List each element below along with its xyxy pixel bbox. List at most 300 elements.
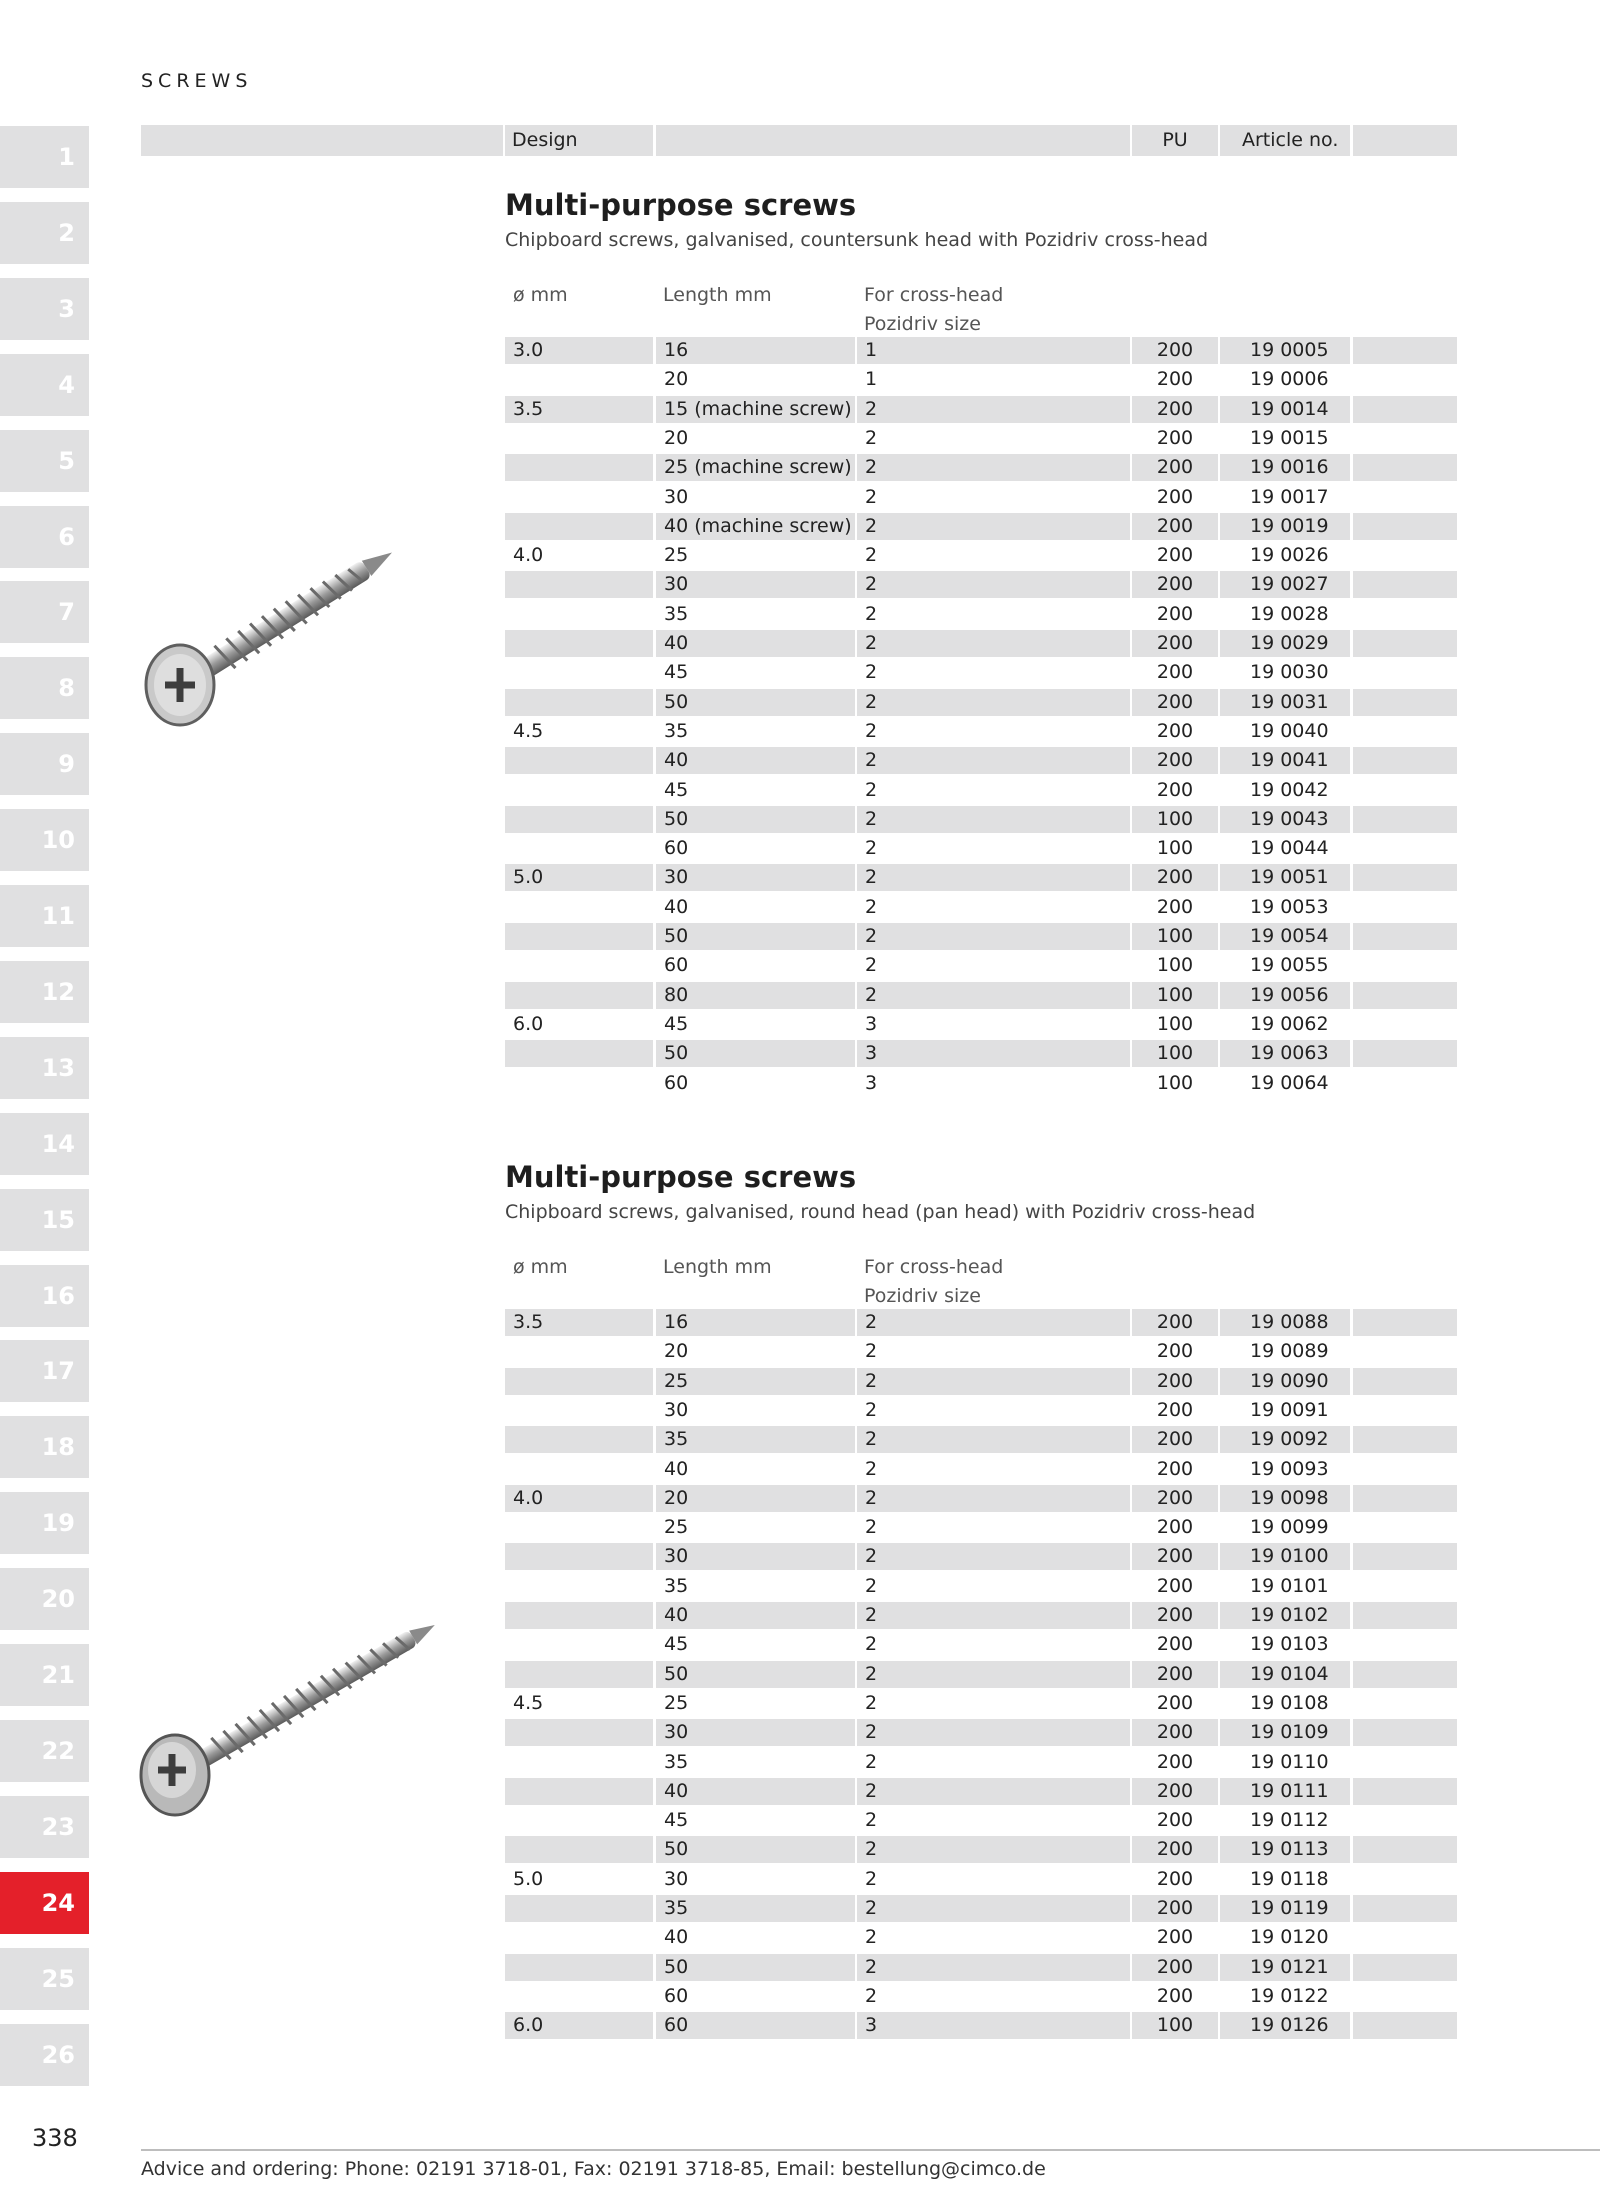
pu-cell: 200 bbox=[1156, 1516, 1194, 1539]
row-end-cell bbox=[1353, 425, 1457, 452]
length-cell: 50 bbox=[656, 689, 855, 716]
length-cell: 50 bbox=[656, 1836, 855, 1863]
crosshead-cell: 2 bbox=[857, 982, 1130, 1009]
chapter-tab-15[interactable]: 15 bbox=[0, 1189, 89, 1251]
pu-cell: 200 bbox=[1156, 1574, 1194, 1597]
diameter-cell bbox=[505, 1573, 653, 1600]
crosshead-cell: 2 bbox=[857, 864, 1130, 891]
length-cell: 40 bbox=[664, 1926, 689, 1949]
crosshead-cell: 2 bbox=[865, 602, 878, 625]
pu-cell: 200 bbox=[1132, 1954, 1218, 1981]
row-end-cell bbox=[1353, 1397, 1457, 1424]
diameter-cell bbox=[505, 1070, 653, 1097]
pu-cell: 200 bbox=[1156, 1926, 1194, 1949]
diameter-cell bbox=[505, 1778, 653, 1805]
row-end-cell bbox=[1353, 923, 1457, 950]
length-cell: 25 bbox=[656, 1368, 855, 1395]
crosshead-cell: 2 bbox=[857, 1485, 1130, 1512]
crosshead-cell: 1 bbox=[857, 337, 1130, 364]
length-cell: 40 bbox=[656, 630, 855, 657]
col-crosshead: For cross-head bbox=[864, 284, 1004, 306]
pu-cell: 200 bbox=[1132, 1426, 1218, 1453]
diameter-cell bbox=[505, 1602, 653, 1629]
pu-cell: 200 bbox=[1132, 1661, 1218, 1688]
row-end-cell bbox=[1353, 1661, 1457, 1688]
diameter-cell bbox=[505, 952, 653, 979]
length-cell: 20 bbox=[664, 368, 689, 391]
diameter-cell: 3.5 bbox=[505, 396, 653, 423]
chapter-tab-25[interactable]: 25 bbox=[0, 1948, 89, 2010]
row-end-cell bbox=[1353, 1719, 1457, 1746]
article-cell: 19 0005 bbox=[1220, 337, 1350, 364]
length-cell: 35 bbox=[656, 1895, 855, 1922]
length-cell: 50 bbox=[656, 1954, 855, 1981]
chapter-tab-19[interactable]: 19 bbox=[0, 1492, 89, 1554]
length-cell: 25 bbox=[664, 544, 689, 567]
row-end-cell bbox=[1353, 1485, 1457, 1512]
chapter-tab-16[interactable]: 16 bbox=[0, 1265, 89, 1327]
article-cell: 19 0126 bbox=[1220, 2012, 1350, 2039]
row-end-cell bbox=[1353, 1011, 1457, 1038]
col-pozidriv: Pozidriv size bbox=[864, 313, 981, 335]
row-end-cell bbox=[1353, 1456, 1457, 1483]
pu-cell: 200 bbox=[1156, 426, 1194, 449]
article-cell: 19 0062 bbox=[1250, 1012, 1329, 1035]
row-end-cell bbox=[1353, 2012, 1457, 2039]
diameter-cell bbox=[505, 982, 653, 1009]
chapter-tab-2[interactable]: 2 bbox=[0, 202, 89, 264]
crosshead-cell: 2 bbox=[865, 719, 878, 742]
row-end-cell bbox=[1353, 1983, 1457, 2010]
chapter-tab-6[interactable]: 6 bbox=[0, 506, 89, 568]
pu-cell: 100 bbox=[1156, 1012, 1194, 1035]
row-end-cell bbox=[1353, 1602, 1457, 1629]
article-cell: 19 0093 bbox=[1250, 1457, 1329, 1480]
crosshead-cell: 2 bbox=[865, 954, 878, 977]
diameter-cell bbox=[505, 747, 653, 774]
length-cell: 30 bbox=[664, 1867, 689, 1890]
crosshead-cell: 3 bbox=[865, 1012, 878, 1035]
chapter-tab-22[interactable]: 22 bbox=[0, 1720, 89, 1782]
col-length: Length mm bbox=[663, 1256, 772, 1278]
pu-cell: 200 bbox=[1132, 689, 1218, 716]
row-end-cell bbox=[1353, 1631, 1457, 1658]
diameter-cell bbox=[505, 571, 653, 598]
crosshead-cell: 2 bbox=[857, 1309, 1130, 1336]
chapter-tab-10[interactable]: 10 bbox=[0, 809, 89, 871]
crosshead-cell: 2 bbox=[865, 1340, 878, 1363]
crosshead-cell: 2 bbox=[857, 1895, 1130, 1922]
article-cell: 19 0027 bbox=[1220, 571, 1350, 598]
chapter-tab-13[interactable]: 13 bbox=[0, 1037, 89, 1099]
article-cell: 19 0042 bbox=[1250, 778, 1329, 801]
pu-cell: 200 bbox=[1132, 1778, 1218, 1805]
article-cell: 19 0109 bbox=[1220, 1719, 1350, 1746]
chapter-tab-14[interactable]: 14 bbox=[0, 1113, 89, 1175]
row-end-cell bbox=[1353, 601, 1457, 628]
pu-cell: 200 bbox=[1132, 1368, 1218, 1395]
length-cell: 35 bbox=[664, 719, 689, 742]
article-cell: 19 0090 bbox=[1220, 1368, 1350, 1395]
crosshead-cell: 2 bbox=[865, 1926, 878, 1949]
row-end-cell bbox=[1353, 1954, 1457, 1981]
chapter-tab-9[interactable]: 9 bbox=[0, 733, 89, 795]
diameter-cell bbox=[505, 1749, 653, 1776]
length-cell: 20 bbox=[656, 1485, 855, 1512]
crosshead-cell: 2 bbox=[865, 1867, 878, 1890]
pu-cell: 200 bbox=[1132, 747, 1218, 774]
length-cell: 50 bbox=[656, 806, 855, 833]
chapter-tab-7[interactable]: 7 bbox=[0, 581, 89, 643]
chapter-tab-24[interactable]: 24 bbox=[0, 1872, 89, 1934]
article-cell: 19 0111 bbox=[1220, 1778, 1350, 1805]
length-cell: 60 bbox=[664, 837, 689, 860]
article-cell: 19 0016 bbox=[1220, 454, 1350, 481]
pu-cell: 200 bbox=[1132, 1602, 1218, 1629]
article-cell: 19 0044 bbox=[1250, 837, 1329, 860]
pu-cell: 200 bbox=[1156, 895, 1194, 918]
crosshead-cell: 2 bbox=[857, 1602, 1130, 1629]
chapter-tab-23[interactable]: 23 bbox=[0, 1796, 89, 1858]
row-end-cell bbox=[1353, 777, 1457, 804]
diameter-cell bbox=[505, 1397, 653, 1424]
length-cell: 45 bbox=[664, 661, 689, 684]
header-end bbox=[1353, 125, 1457, 156]
crosshead-cell: 2 bbox=[857, 571, 1130, 598]
diameter-cell bbox=[505, 425, 653, 452]
crosshead-cell: 2 bbox=[857, 923, 1130, 950]
diameter-cell bbox=[505, 777, 653, 804]
row-end-cell bbox=[1353, 1573, 1457, 1600]
article-cell: 19 0029 bbox=[1220, 630, 1350, 657]
diameter-cell bbox=[505, 1954, 653, 1981]
pan-head-screw-icon bbox=[130, 1600, 470, 1830]
article-cell: 19 0019 bbox=[1220, 513, 1350, 540]
diameter-cell bbox=[505, 1543, 653, 1570]
section-label: SCREWS bbox=[141, 70, 253, 92]
crosshead-cell: 2 bbox=[865, 485, 878, 508]
pu-cell: 200 bbox=[1156, 1633, 1194, 1656]
article-cell: 19 0028 bbox=[1250, 602, 1329, 625]
crosshead-cell: 2 bbox=[857, 396, 1130, 423]
row-end-cell bbox=[1353, 894, 1457, 921]
article-cell: 19 0122 bbox=[1250, 1984, 1329, 2007]
crosshead-cell: 2 bbox=[857, 806, 1130, 833]
length-cell: 80 bbox=[656, 982, 855, 1009]
diameter-cell bbox=[505, 1338, 653, 1365]
footer-divider bbox=[141, 2149, 1600, 2151]
article-cell: 19 0089 bbox=[1250, 1340, 1329, 1363]
article-cell: 19 0015 bbox=[1250, 426, 1329, 449]
pu-cell: 200 bbox=[1156, 719, 1194, 742]
crosshead-cell: 2 bbox=[857, 1954, 1130, 1981]
length-cell: 25 (machine screw) bbox=[656, 454, 855, 481]
article-cell: 19 0103 bbox=[1250, 1633, 1329, 1656]
section-title: Multi-purpose screws bbox=[505, 1160, 857, 1194]
crosshead-cell: 2 bbox=[865, 1516, 878, 1539]
length-cell: 30 bbox=[664, 485, 689, 508]
diameter-cell bbox=[505, 806, 653, 833]
diameter-cell: 4.0 bbox=[513, 544, 544, 567]
article-cell: 19 0118 bbox=[1250, 1867, 1329, 1890]
row-end-cell bbox=[1353, 1070, 1457, 1097]
crosshead-cell: 2 bbox=[865, 1398, 878, 1421]
chapter-tab-17[interactable]: 17 bbox=[0, 1340, 89, 1402]
chapter-tab-4[interactable]: 4 bbox=[0, 354, 89, 416]
length-cell: 50 bbox=[656, 1661, 855, 1688]
row-end-cell bbox=[1353, 337, 1457, 364]
article-cell: 19 0099 bbox=[1250, 1516, 1329, 1539]
crosshead-cell: 2 bbox=[857, 513, 1130, 540]
row-end-cell bbox=[1353, 484, 1457, 511]
article-cell: 19 0121 bbox=[1220, 1954, 1350, 1981]
row-end-cell bbox=[1353, 630, 1457, 657]
article-cell: 19 0040 bbox=[1250, 719, 1329, 742]
article-cell: 19 0110 bbox=[1250, 1750, 1329, 1773]
header-spacer bbox=[656, 125, 1130, 156]
pu-cell: 200 bbox=[1156, 1457, 1194, 1480]
article-cell: 19 0088 bbox=[1220, 1309, 1350, 1336]
article-cell: 19 0051 bbox=[1220, 864, 1350, 891]
row-end-cell bbox=[1353, 1866, 1457, 1893]
pu-cell: 100 bbox=[1156, 1071, 1194, 1094]
article-cell: 19 0120 bbox=[1250, 1926, 1329, 1949]
crosshead-cell: 2 bbox=[865, 426, 878, 449]
length-cell: 35 bbox=[664, 1750, 689, 1773]
article-cell: 19 0006 bbox=[1250, 368, 1329, 391]
length-cell: 16 bbox=[656, 1309, 855, 1336]
row-end-cell bbox=[1353, 1690, 1457, 1717]
article-cell: 19 0113 bbox=[1220, 1836, 1350, 1863]
pu-cell: 200 bbox=[1156, 1691, 1194, 1714]
crosshead-cell: 2 bbox=[865, 661, 878, 684]
diameter-cell bbox=[505, 923, 653, 950]
pu-cell: 200 bbox=[1132, 454, 1218, 481]
row-end-cell bbox=[1353, 571, 1457, 598]
article-cell: 19 0041 bbox=[1220, 747, 1350, 774]
length-cell: 35 bbox=[664, 602, 689, 625]
length-cell: 25 bbox=[664, 1516, 689, 1539]
row-end-cell bbox=[1353, 1368, 1457, 1395]
diameter-cell bbox=[505, 1368, 653, 1395]
article-cell: 19 0119 bbox=[1220, 1895, 1350, 1922]
length-cell: 60 bbox=[664, 954, 689, 977]
diameter-cell: 4.5 bbox=[513, 719, 544, 742]
chapter-tab-3[interactable]: 3 bbox=[0, 278, 89, 340]
pu-cell: 200 bbox=[1132, 1485, 1218, 1512]
crosshead-cell: 2 bbox=[865, 837, 878, 860]
article-cell: 19 0054 bbox=[1220, 923, 1350, 950]
chapter-tab-5[interactable]: 5 bbox=[0, 430, 89, 492]
pu-cell: 200 bbox=[1156, 368, 1194, 391]
article-cell: 19 0102 bbox=[1220, 1602, 1350, 1629]
diameter-cell bbox=[505, 1631, 653, 1658]
pu-cell: 200 bbox=[1132, 396, 1218, 423]
row-end-cell bbox=[1353, 835, 1457, 862]
diameter-cell bbox=[505, 454, 653, 481]
section-title: Multi-purpose screws bbox=[505, 188, 857, 222]
length-cell: 15 (machine screw) bbox=[656, 396, 855, 423]
length-cell: 60 bbox=[664, 1071, 689, 1094]
diameter-cell: 6.0 bbox=[505, 2012, 653, 2039]
crosshead-cell: 2 bbox=[857, 630, 1130, 657]
pu-cell: 100 bbox=[1132, 923, 1218, 950]
chapter-tab-8[interactable]: 8 bbox=[0, 657, 89, 719]
pu-cell: 100 bbox=[1132, 982, 1218, 1009]
length-cell: 60 bbox=[656, 2012, 855, 2039]
article-cell: 19 0055 bbox=[1250, 954, 1329, 977]
pu-cell: 200 bbox=[1156, 778, 1194, 801]
chapter-tab-12[interactable]: 12 bbox=[0, 961, 89, 1023]
diameter-cell bbox=[505, 1924, 653, 1951]
diameter-cell: 3.5 bbox=[505, 1309, 653, 1336]
diameter-cell: 5.0 bbox=[513, 1867, 544, 1890]
pu-cell: 200 bbox=[1132, 513, 1218, 540]
pu-cell: 200 bbox=[1156, 1340, 1194, 1363]
row-end-cell bbox=[1353, 366, 1457, 393]
row-end-cell bbox=[1353, 1836, 1457, 1863]
crosshead-cell: 1 bbox=[865, 368, 878, 391]
row-end-cell bbox=[1353, 1040, 1457, 1067]
pu-cell: 200 bbox=[1132, 1543, 1218, 1570]
diameter-cell bbox=[505, 1040, 653, 1067]
article-cell: 19 0112 bbox=[1250, 1809, 1329, 1832]
length-cell: 30 bbox=[656, 1543, 855, 1570]
col-pozidriv: Pozidriv size bbox=[864, 1285, 981, 1307]
length-cell: 40 bbox=[664, 895, 689, 918]
length-cell: 45 bbox=[664, 778, 689, 801]
pu-cell: 200 bbox=[1132, 864, 1218, 891]
diameter-cell bbox=[505, 513, 653, 540]
article-cell: 19 0053 bbox=[1250, 895, 1329, 918]
diameter-cell bbox=[505, 630, 653, 657]
crosshead-cell: 2 bbox=[857, 1836, 1130, 1863]
crosshead-cell: 2 bbox=[857, 1778, 1130, 1805]
length-cell: 20 bbox=[664, 1340, 689, 1363]
length-cell: 40 bbox=[656, 1602, 855, 1629]
length-cell: 25 bbox=[664, 1691, 689, 1714]
diameter-cell bbox=[505, 1719, 653, 1746]
length-cell: 60 bbox=[664, 1984, 689, 2007]
crosshead-cell: 2 bbox=[857, 1368, 1130, 1395]
row-end-cell bbox=[1353, 952, 1457, 979]
pu-cell: 200 bbox=[1132, 1895, 1218, 1922]
article-cell: 19 0026 bbox=[1250, 544, 1329, 567]
pu-cell: 200 bbox=[1156, 602, 1194, 625]
row-end-cell bbox=[1353, 806, 1457, 833]
diameter-cell: 3.0 bbox=[505, 337, 653, 364]
diameter-cell bbox=[505, 1895, 653, 1922]
diameter-cell bbox=[505, 835, 653, 862]
length-cell: 40 (machine screw) bbox=[656, 513, 855, 540]
crosshead-cell: 2 bbox=[865, 1984, 878, 2007]
crosshead-cell: 2 bbox=[865, 544, 878, 567]
row-end-cell bbox=[1353, 1807, 1457, 1834]
row-end-cell bbox=[1353, 513, 1457, 540]
diameter-cell bbox=[505, 689, 653, 716]
crosshead-cell: 2 bbox=[857, 747, 1130, 774]
chapter-tab-11[interactable]: 11 bbox=[0, 885, 89, 947]
crosshead-cell: 3 bbox=[857, 2012, 1130, 2039]
article-cell: 19 0100 bbox=[1220, 1543, 1350, 1570]
length-cell: 20 bbox=[664, 426, 689, 449]
crosshead-cell: 2 bbox=[865, 1809, 878, 1832]
crosshead-cell: 2 bbox=[857, 1719, 1130, 1746]
pu-cell: 200 bbox=[1156, 1867, 1194, 1890]
crosshead-cell: 2 bbox=[865, 778, 878, 801]
crosshead-cell: 3 bbox=[857, 1040, 1130, 1067]
crosshead-cell: 2 bbox=[865, 1457, 878, 1480]
diameter-cell: 4.0 bbox=[505, 1485, 653, 1512]
crosshead-cell: 2 bbox=[857, 689, 1130, 716]
article-cell: 19 0031 bbox=[1220, 689, 1350, 716]
article-cell: 19 0091 bbox=[1250, 1398, 1329, 1421]
row-end-cell bbox=[1353, 718, 1457, 745]
header-design: Design bbox=[505, 125, 653, 156]
diameter-cell bbox=[505, 1836, 653, 1863]
row-end-cell bbox=[1353, 1895, 1457, 1922]
col-diameter: ø mm bbox=[513, 1256, 568, 1278]
header-pu: PU bbox=[1132, 125, 1218, 156]
length-cell: 45 bbox=[664, 1633, 689, 1656]
row-end-cell bbox=[1353, 1309, 1457, 1336]
chapter-tab-26[interactable]: 26 bbox=[0, 2024, 89, 2086]
article-cell: 19 0017 bbox=[1250, 485, 1329, 508]
crosshead-cell: 2 bbox=[865, 1574, 878, 1597]
chapter-tab-20[interactable]: 20 bbox=[0, 1568, 89, 1630]
chapter-tab-1[interactable]: 1 bbox=[0, 126, 89, 188]
crosshead-cell: 2 bbox=[857, 1661, 1130, 1688]
row-end-cell bbox=[1353, 864, 1457, 891]
article-cell: 19 0108 bbox=[1250, 1691, 1329, 1714]
pu-cell: 100 bbox=[1132, 806, 1218, 833]
article-cell: 19 0104 bbox=[1220, 1661, 1350, 1688]
crosshead-cell: 2 bbox=[865, 1633, 878, 1656]
crosshead-cell: 3 bbox=[865, 1071, 878, 1094]
diameter-cell bbox=[505, 366, 653, 393]
pu-cell: 200 bbox=[1132, 630, 1218, 657]
crosshead-cell: 2 bbox=[865, 895, 878, 918]
chapter-tab-18[interactable]: 18 bbox=[0, 1416, 89, 1478]
footer-contact: Advice and ordering: Phone: 02191 3718-01, Fax: 02191 3718-85, Email: bestellung@cimco.de bbox=[141, 2158, 1046, 2180]
length-cell: 35 bbox=[656, 1426, 855, 1453]
article-cell: 19 0098 bbox=[1220, 1485, 1350, 1512]
row-end-cell bbox=[1353, 747, 1457, 774]
diameter-cell bbox=[505, 894, 653, 921]
length-cell: 50 bbox=[656, 923, 855, 950]
col-crosshead: For cross-head bbox=[864, 1256, 1004, 1278]
diameter-cell bbox=[505, 1456, 653, 1483]
row-end-cell bbox=[1353, 1924, 1457, 1951]
countersunk-screw-icon bbox=[135, 535, 425, 735]
pu-cell: 200 bbox=[1132, 571, 1218, 598]
chapter-tab-21[interactable]: 21 bbox=[0, 1644, 89, 1706]
length-cell: 50 bbox=[656, 1040, 855, 1067]
pu-cell: 200 bbox=[1156, 661, 1194, 684]
diameter-cell bbox=[505, 1807, 653, 1834]
pu-cell: 200 bbox=[1132, 1309, 1218, 1336]
article-cell: 19 0030 bbox=[1250, 661, 1329, 684]
article-cell: 19 0014 bbox=[1220, 396, 1350, 423]
pu-cell: 100 bbox=[1156, 837, 1194, 860]
crosshead-cell: 2 bbox=[857, 1426, 1130, 1453]
row-end-cell bbox=[1353, 1514, 1457, 1541]
col-length: Length mm bbox=[663, 284, 772, 306]
row-end-cell bbox=[1353, 1778, 1457, 1805]
article-cell: 19 0043 bbox=[1220, 806, 1350, 833]
page-number: 338 bbox=[32, 2124, 78, 2152]
pu-cell: 100 bbox=[1156, 954, 1194, 977]
